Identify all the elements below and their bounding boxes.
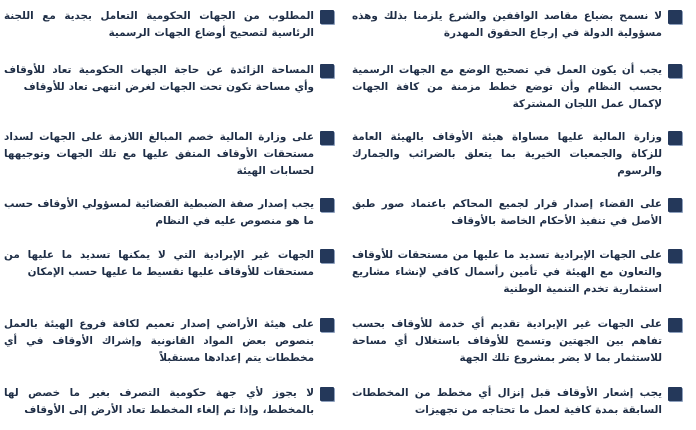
square-bullet-icon — [668, 249, 682, 263]
list-item — [4, 129, 334, 180]
list-item — [4, 8, 334, 42]
item-text: الجهات غير الإيرادية التي لا يمكنها تسديد ما عليها من مستحقات للأوقاف عليها تقسيط ما عليها حسب الإمكان — [4, 249, 314, 278]
item-text: على الجهات غير الإيرادية تقديم أي خدمة للأوقاف بحسب تفاهم بين الجهتين وتسمح للأوقاف باستغلال أي مساحة للاستثمار بما لا يضر بمشروع تلك الجهة — [352, 318, 662, 364]
item-text: على القضاء إصدار قرار لجميع المحاكم باعتماد صور طبق الأصل في تنفيذ الأحكام الخاصة بالأوقاف — [352, 198, 662, 227]
list-item — [352, 196, 682, 230]
item-text: يجب أن يكون العمل في تصحيح الوضع مع الجهات الرسمية بحسب النظام وأن توضع خطط مزمنة من كافة الجهات لإكمال عمل اللجان المشتركة — [352, 64, 662, 110]
square-bullet-icon — [668, 64, 682, 78]
list-item — [352, 316, 682, 367]
list-item — [4, 316, 334, 367]
square-bullet-icon — [320, 64, 334, 78]
list-item — [352, 8, 682, 42]
square-bullet-icon — [320, 387, 334, 401]
square-bullet-icon — [668, 131, 682, 145]
list-item — [352, 62, 682, 113]
item-text: على هيئة الأراضي إصدار تعميم لكافة فروع الهيئة بالعمل بنصوص بعض المواد القانونية وإشراك الأوقاف في أي مخططات يتم إعدادها مستقبلاً — [4, 318, 314, 364]
list-item — [4, 196, 334, 230]
square-bullet-icon — [320, 249, 334, 263]
square-bullet-icon — [320, 198, 334, 212]
list-item — [352, 247, 682, 298]
item-text: المساحة الزائدة عن حاجة الجهات الحكومية تعاد للأوقاف وأي مساحة تكون تحت الجهات لغرض انتهى تعاد للأوقاف — [4, 64, 314, 93]
item-text: يجب إصدار صفة الضبطية القضائية لمسؤولي الأوقاف حسب ما هو منصوص عليه في النظام — [4, 198, 314, 227]
list-item — [352, 385, 682, 419]
list-item — [4, 62, 334, 96]
item-text: على الجهات الإيرادية تسديد ما عليها من مستحقات للأوقاف والتعاون مع الهيئة في تأمين رأسمال كافي لإنشاء مشاريع استثمارية تخدم التنمية الوطنية — [352, 249, 662, 295]
item-text: لا نسمح بضياع مقاصد الواقفين والشرع يلزمنا بذلك وهذه مسؤولية الدولة في إرجاع الحقوق المهدرة — [352, 10, 662, 39]
list-item — [352, 129, 682, 180]
square-bullet-icon — [320, 131, 334, 145]
item-text: يجب إشعار الأوقاف قبل إنزال أي مخطط من المخططات السابقة بمدة كافية لعمل ما تحتاجه من تجهيزات — [352, 387, 662, 416]
list-item — [4, 247, 334, 281]
item-text: وزارة المالية عليها مساواة هيئة الأوقاف بالهيئة العامة للزكاة والجمعيات الخيرية بما يتعلق بالضرائب والجمارك والرسوم — [352, 131, 662, 177]
square-bullet-icon — [668, 10, 682, 24]
square-bullet-icon — [668, 198, 682, 212]
square-bullet-icon — [668, 318, 682, 332]
square-bullet-icon — [668, 387, 682, 401]
list-item — [4, 385, 334, 419]
item-text: المطلوب من الجهات الحكومية التعامل بجدية مع اللجنة الرئاسية لتصحيح أوضاع الجهات الرسمية — [4, 10, 314, 39]
item-text: على وزارة المالية خصم المبالغ اللازمة على الجهات لسداد مستحقات الأوقاف المتفق عليها مع تلك الجهات وتوجيهها لحسابات الهيئة — [4, 131, 314, 177]
square-bullet-icon — [320, 318, 334, 332]
item-text: لا يجوز لأي جهة حكومية التصرف بغير ما خصص لها بالمخطط، وإذا تم إلغاء المخطط تعاد الأرض إلى الأوقاف — [4, 387, 314, 416]
square-bullet-icon — [320, 10, 334, 24]
